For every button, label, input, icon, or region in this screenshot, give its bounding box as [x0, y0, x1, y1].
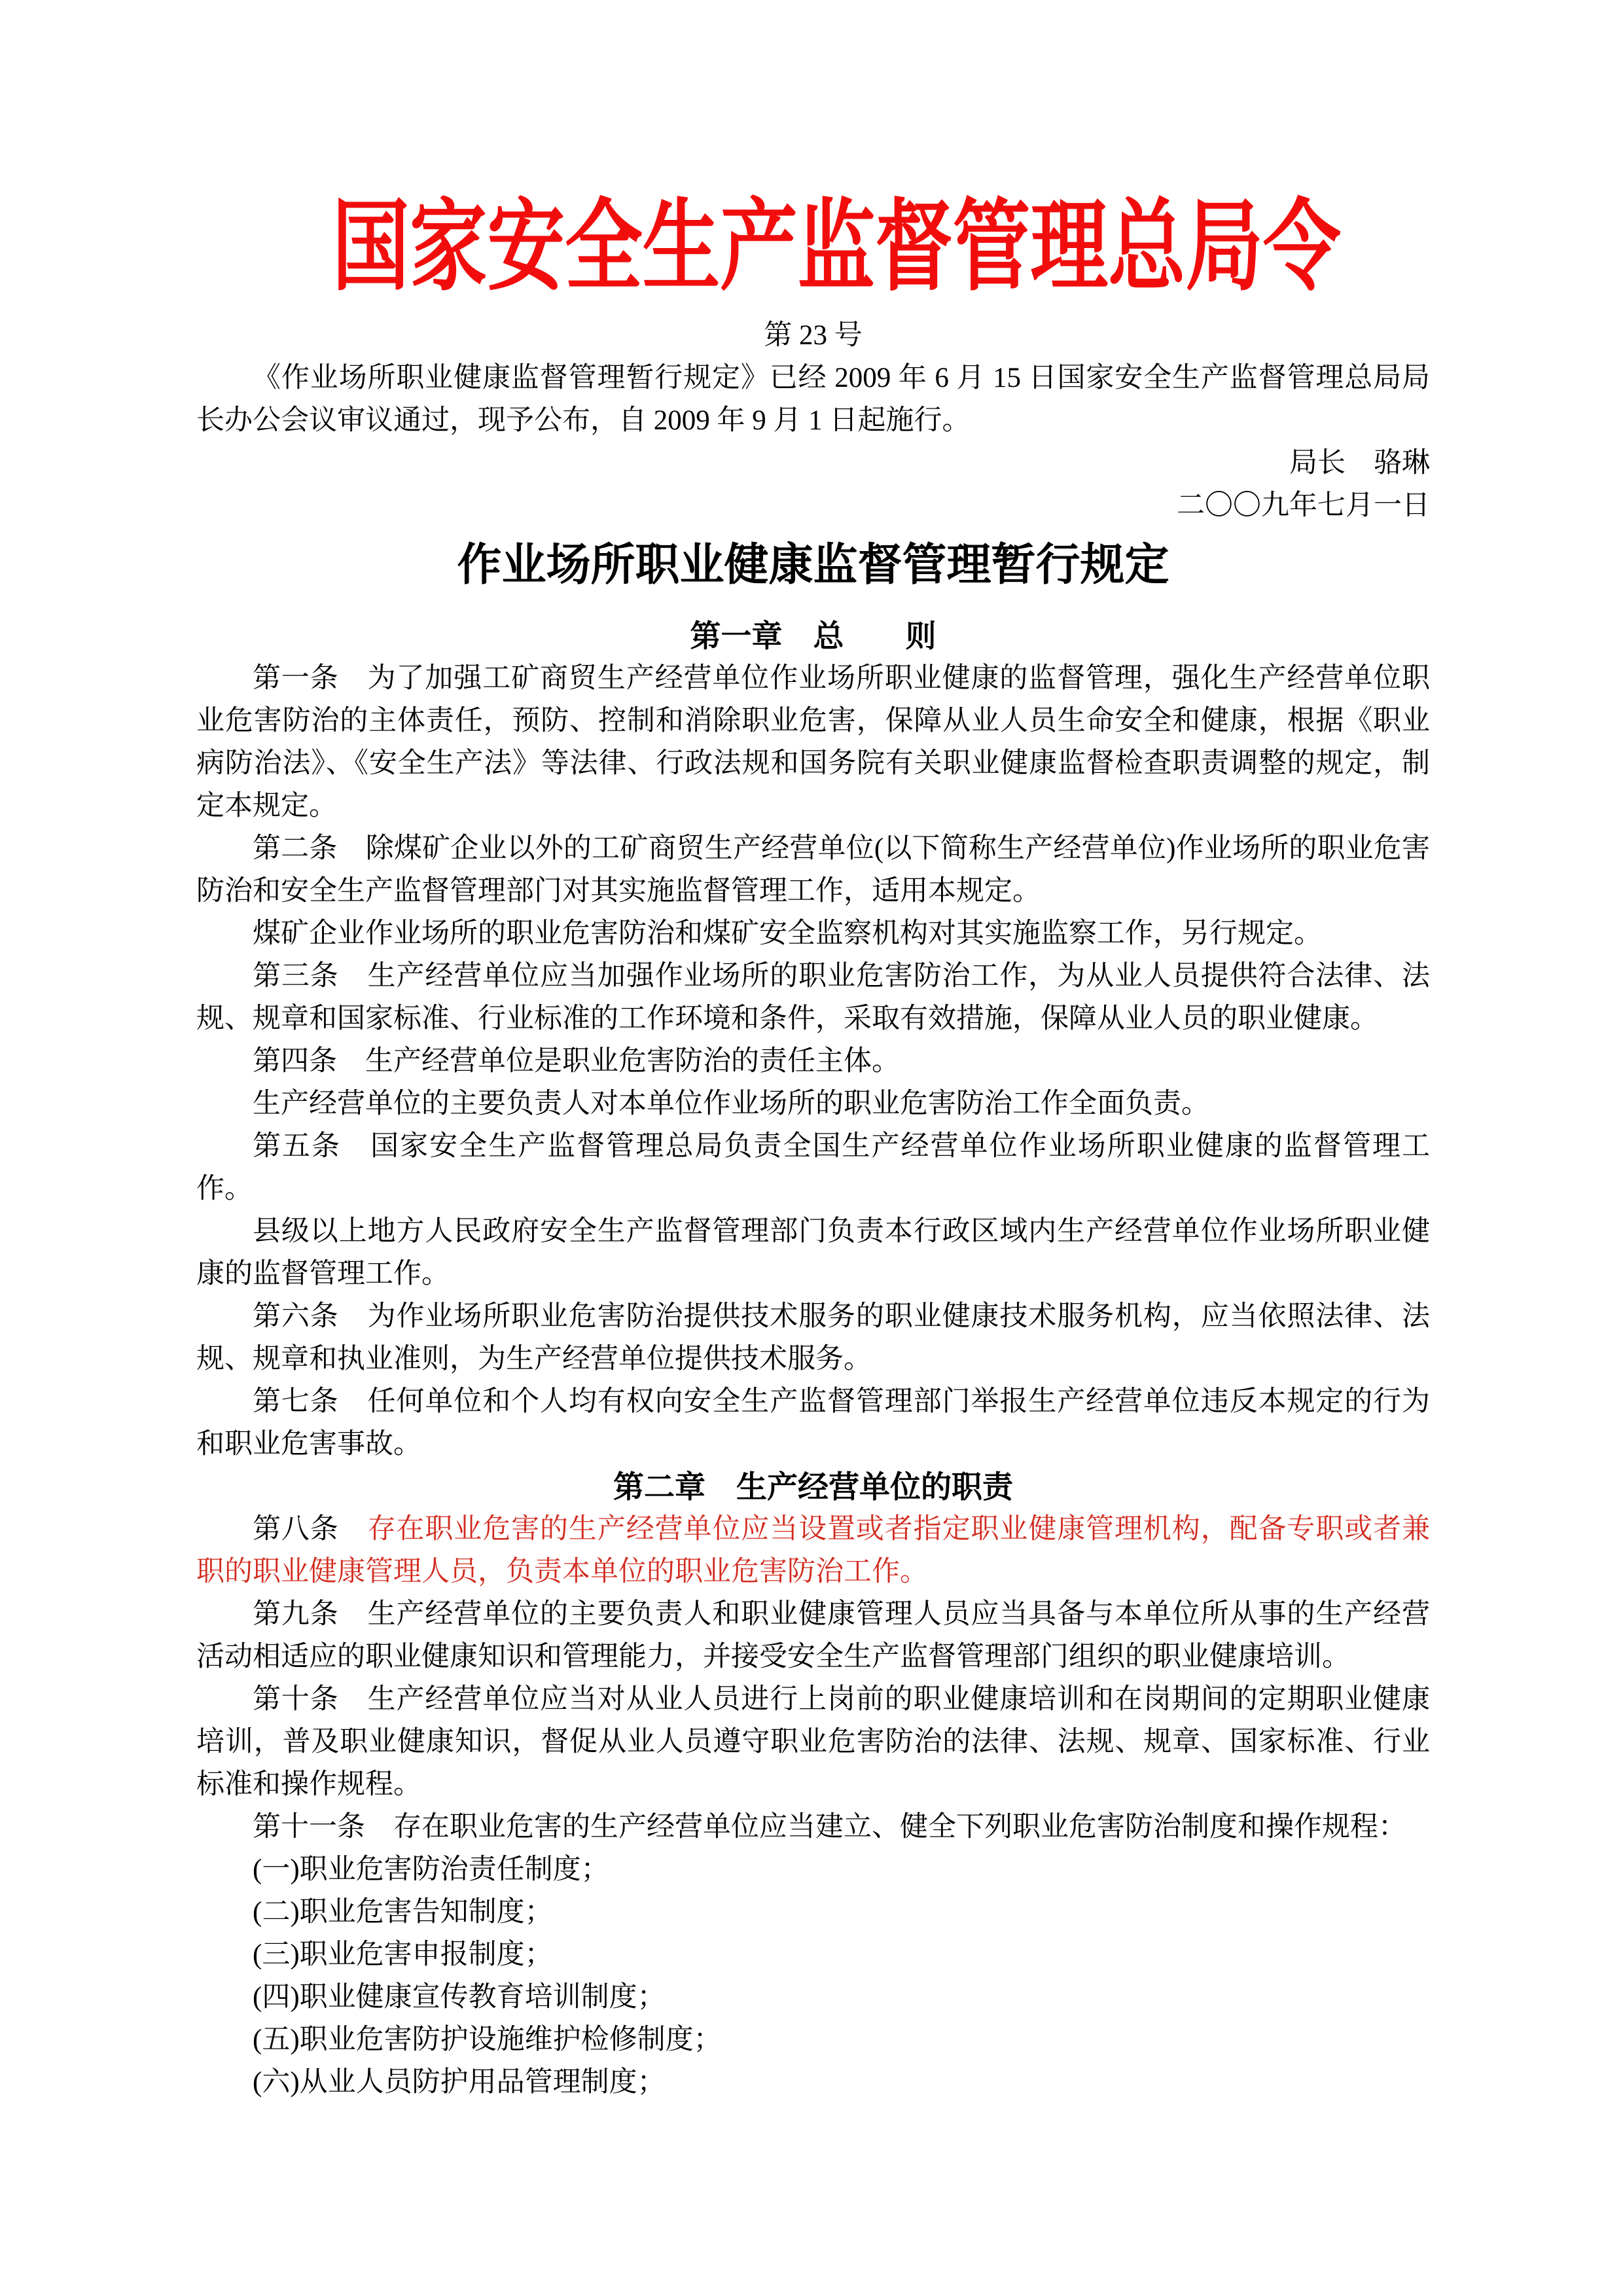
- article-paragraph: [196, 1806, 1430, 1848]
- article-paragraph: [196, 1125, 1430, 1210]
- article-text: 生产经营单位应当加强作业场所的职业危害防治工作，为从业人员提供符合法律、法规、规章和国家标准、行业标准的工作环境和条件，采取有效措施，保障从业人员的职业健康。: [196, 961, 1431, 1034]
- body-paragraph: 生产经营单位的主要负责人对本单位作业场所的职业危害防治工作全面负责。: [253, 1088, 1209, 1119]
- article-text: 为作业场所职业危害防治提供技术服务的职业健康技术服务机构，应当依照法律、法规、规章和执业准则，为生产经营单位提供技术服务。: [196, 1301, 1431, 1374]
- article-label: 第六条: [253, 1301, 339, 1332]
- body-paragraph: (三)职业危害申报制度；: [253, 1939, 553, 1970]
- article-paragraph: [196, 955, 1430, 1040]
- chapter-heading: 第二章 生产经营单位的职责: [613, 1469, 1013, 1504]
- article-paragraph: [196, 1295, 1430, 1380]
- article-text: 任何单位和个人均有权向安全生产监督管理部门举报生产经营单位违反本规定的行为和职业危害事故。: [196, 1386, 1431, 1460]
- body-paragraph: (一)职业危害防治责任制度；: [253, 1854, 609, 1885]
- sign-date-line: 二〇〇九年七月一日: [1177, 490, 1430, 521]
- body-paragraph: (六)从业人员防护用品管理制度；: [253, 2067, 666, 2098]
- article-label: 第九条: [253, 1599, 339, 1630]
- article-label: 第十一条: [253, 1812, 365, 1842]
- article-paragraph: [196, 1040, 1430, 1083]
- article-label: 第五条: [253, 1131, 342, 1162]
- agency-order-banner-title: 国家安全生产监督管理总局令: [332, 192, 1341, 302]
- article-text: 国家安全生产监督管理总局负责全国生产经营单位作业场所职业健康的监督管理工作。: [196, 1131, 1431, 1204]
- signer-line: 局长 骆琳: [1289, 448, 1430, 478]
- article-text: 生产经营单位应当对从业人员进行上岗前的职业健康培训和在岗期间的定期职业健康培训，普及职业健康知识，督促从业人员遵守职业危害防治的法律、法规、规章、国家标准、行业标准和操作规程。: [196, 1684, 1431, 1800]
- body-paragraph: 煤矿企业作业场所的职业危害防治和煤矿安全监察机构对其实施监察工作，另行规定。: [253, 918, 1322, 949]
- article-text: 生产经营单位是职业危害防治的责任主体。: [337, 1046, 900, 1077]
- article-paragraph: [196, 1508, 1430, 1593]
- article-label: 第四条: [253, 1046, 337, 1077]
- article-text: 存在职业危害的生产经营单位应当建立、健全下列职业危害防治制度和操作规程：: [365, 1812, 1406, 1842]
- regulation-title: 作业场所职业健康监督管理暂行规定: [457, 540, 1169, 590]
- article-label: 第二条: [253, 833, 338, 864]
- article-paragraph: [196, 657, 1430, 827]
- regulation-body: [196, 615, 1430, 2104]
- body-paragraph: 县级以上地方人民政府安全生产监督管理部门负责本行政区域内生产经营单位作业场所职业健康的监督管理工作。: [196, 1216, 1430, 1289]
- article-paragraph: [196, 1678, 1430, 1806]
- article-text: 为了加强工矿商贸生产经营单位作业场所职业健康的监督管理，强化生产经营单位职业危害防治的主体责任，预防、控制和消除职业危害，保障从业人员生命安全和健康，根据《职业病防治法》、《安全生产法》等法律、行政法规和国务院有关职业健康监督检查职责调整的规定，制定本规定。: [196, 663, 1431, 821]
- body-paragraph: (五)职业危害防护设施维护检修制度；: [253, 2024, 722, 2055]
- article-paragraph: [196, 827, 1430, 912]
- article-label: 第十条: [253, 1684, 339, 1715]
- article-text: 存在职业危害的生产经营单位应当设置或者指定职业健康管理机构，配备专职或者兼职的职业健康管理人员，负责本单位的职业危害防治工作。: [196, 1514, 1431, 1587]
- body-paragraph: (四)职业健康宣传教育培训制度；: [253, 1982, 666, 2013]
- promulgation-paragraph: 《作业场所职业健康监督管理暂行规定》已经 2009 年 6 月 15 日国家安全生产监督管理总局局长办公会议审议通过，现予公布，自 2009 年 9 月 1 日起施行。: [196, 363, 1430, 436]
- order-number: 第 23 号: [764, 320, 863, 351]
- article-paragraph: [196, 1593, 1430, 1678]
- body-paragraph: (二)职业危害告知制度；: [253, 1897, 553, 1928]
- article-text: 生产经营单位的主要负责人和职业健康管理人员应当具备与本单位所从事的生产经营活动相适应的职业健康知识和管理能力，并接受安全生产监督管理部门组织的职业健康培训。: [196, 1599, 1431, 1672]
- article-label: 第七条: [253, 1386, 339, 1417]
- article-label: 第八条: [253, 1514, 339, 1545]
- article-label: 第一条: [253, 663, 339, 694]
- chapter-heading: 第一章 总 则: [690, 619, 936, 653]
- article-text: 除煤矿企业以外的工矿商贸生产经营单位(以下简称生产经营单位)作业场所的职业危害防治和安全生产监督管理部门对其实施监督管理工作，适用本规定。: [196, 833, 1431, 906]
- article-paragraph: [196, 1380, 1430, 1465]
- article-label: 第三条: [253, 961, 339, 992]
